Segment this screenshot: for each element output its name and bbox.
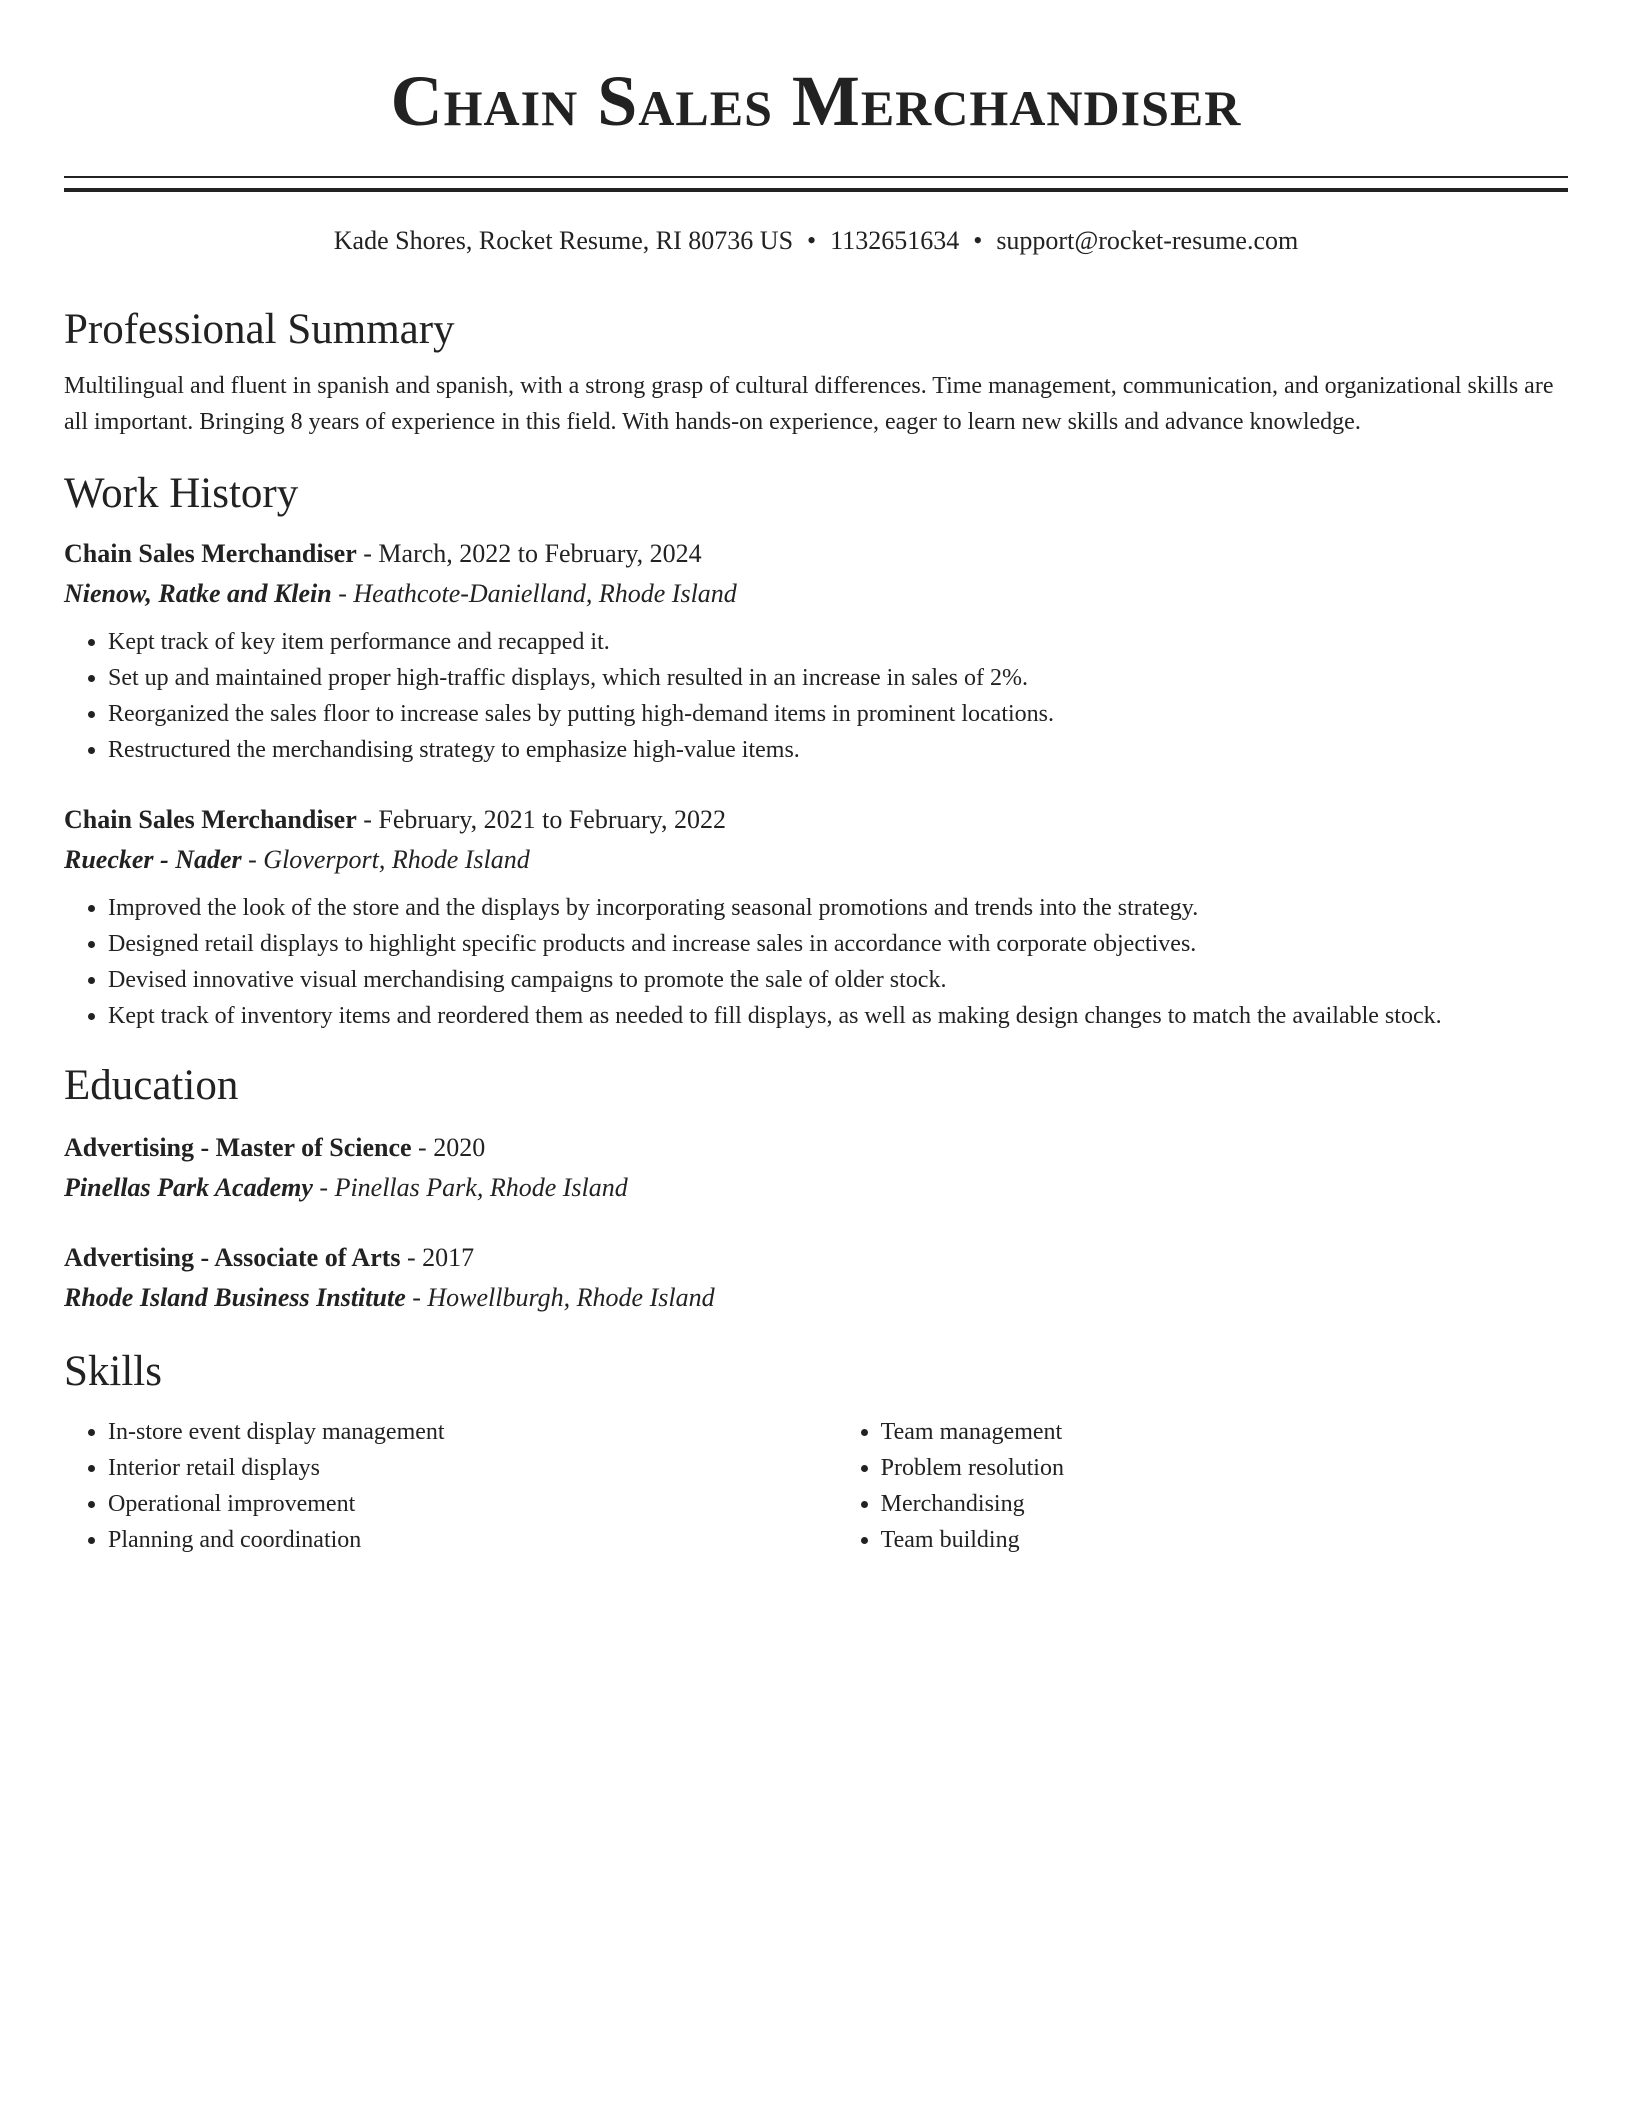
- list-item: • Team management: [881, 1414, 1568, 1450]
- education-school: Rhode Island Business Institute: [64, 1283, 406, 1312]
- list-item: • Set up and maintained proper high-traffic displays, which resulted in an increase in sales of 2%.: [108, 660, 1568, 696]
- contact-email: support@rocket-resume.com: [996, 226, 1299, 255]
- list-item: • Reorganized the sales floor to increase sales by putting high-demand items in prominent locations.: [108, 696, 1568, 732]
- education-heading: Education: [64, 1062, 239, 1109]
- skills-list-right: [837, 1414, 1568, 1558]
- summary-heading: Professional Summary: [64, 306, 455, 353]
- education-year: - 2017: [400, 1243, 475, 1272]
- skills-heading: Skills: [64, 1348, 162, 1395]
- list-item: • Merchandising: [881, 1486, 1568, 1522]
- contact-separator: •: [973, 226, 983, 255]
- education-degree-line: [64, 1238, 1568, 1278]
- job-company: Nienow, Ratke and Klein: [64, 579, 332, 608]
- job-location: - Heathcote-Danielland, Rhode Island: [331, 579, 737, 608]
- list-item: • Kept track of key item performance and recapped it.: [108, 624, 1568, 660]
- job-location: - Gloverport, Rhode Island: [241, 845, 530, 874]
- job-entry: [64, 800, 1568, 1034]
- contact-phone: 1132651634: [830, 226, 960, 255]
- list-item: • In-store event display management: [108, 1414, 837, 1450]
- contact-line: [64, 224, 1568, 258]
- list-item: • Designed retail displays to highlight specific products and increase sales in accordance with corporate objectives.: [108, 926, 1568, 962]
- skills-list-left: [64, 1414, 837, 1558]
- list-item: • Problem resolution: [881, 1450, 1568, 1486]
- education-location: - Howellburgh, Rhode Island: [405, 1283, 715, 1312]
- skills-columns: [64, 1414, 1568, 1558]
- list-item: • Kept track of inventory items and reordered them as needed to fill displays, as well as making design changes to match the available stock.: [108, 998, 1568, 1034]
- job-title: Chain Sales Merchandiser: [64, 539, 357, 568]
- education-degree: Advertising - Associate of Arts: [64, 1243, 401, 1272]
- list-item: • Interior retail displays: [108, 1450, 837, 1486]
- job-company-line: [64, 574, 1568, 614]
- job-dates: - February, 2021 to February, 2022: [356, 805, 726, 834]
- contact-separator: •: [807, 226, 817, 255]
- education-school-line: [64, 1278, 1568, 1318]
- list-item: • Planning and coordination: [108, 1522, 837, 1558]
- title-double-rule: [64, 176, 1568, 192]
- list-item: • Team building: [881, 1522, 1568, 1558]
- education-school: Pinellas Park Academy: [64, 1173, 313, 1202]
- list-item: • Restructured the merchandising strategy to emphasize high-value items.: [108, 732, 1568, 768]
- job-company: Ruecker - Nader: [64, 845, 242, 874]
- list-item: • Devised innovative visual merchandising campaigns to promote the sale of older stock.: [108, 962, 1568, 998]
- job-title-line: [64, 534, 1568, 574]
- contact-address: Kade Shores, Rocket Resume, RI 80736 US: [333, 226, 794, 255]
- list-item: • Operational improvement: [108, 1486, 837, 1522]
- education-entry: [64, 1128, 1568, 1208]
- education-location: - Pinellas Park, Rhode Island: [312, 1173, 628, 1202]
- resume-title: Chain Sales Merchandiser: [390, 61, 1242, 141]
- education-school-line: [64, 1168, 1568, 1208]
- education-degree: Advertising - Master of Science: [64, 1133, 412, 1162]
- work-history-heading: Work History: [64, 470, 299, 517]
- summary-text: Multilingual and fluent in spanish and spanish, with a strong grasp of cultural differences. Time management, communication, and organizational skills are all important. Bringing 8 years of experience in this field. With hands-on experience, eager to learn new skills and advance knowledge.: [64, 373, 1554, 435]
- job-dates: - March, 2022 to February, 2024: [356, 539, 702, 568]
- job-entry: [64, 534, 1568, 768]
- job-bullet-list: [64, 890, 1568, 1034]
- education-entry: [64, 1238, 1568, 1318]
- job-title: Chain Sales Merchandiser: [64, 805, 357, 834]
- job-company-line: [64, 840, 1568, 880]
- job-bullet-list: [64, 624, 1568, 768]
- education-degree-line: [64, 1128, 1568, 1168]
- education-year: - 2020: [411, 1133, 486, 1162]
- list-item: • Improved the look of the store and the displays by incorporating seasonal promotions and trends into the strategy.: [108, 890, 1568, 926]
- job-title-line: [64, 800, 1568, 840]
